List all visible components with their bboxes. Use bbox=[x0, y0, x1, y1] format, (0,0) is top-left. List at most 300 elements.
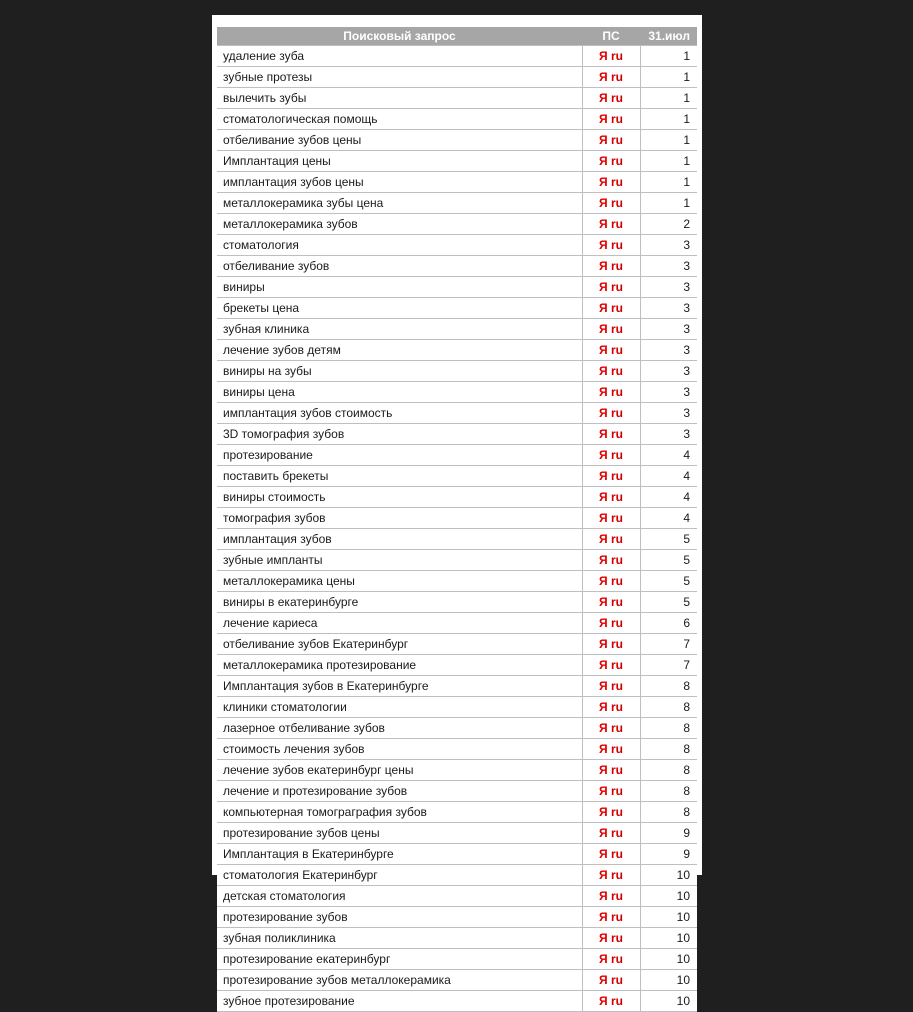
cell-rank-position: 1 bbox=[640, 109, 697, 130]
yandex-mark-icon: Я bbox=[599, 700, 608, 714]
cell-search-query[interactable]: томография зубов bbox=[217, 508, 582, 529]
cell-search-engine[interactable] bbox=[582, 445, 640, 466]
engine-tld-label: ru bbox=[610, 532, 623, 546]
cell-search-engine[interactable] bbox=[582, 802, 640, 823]
cell-rank-position: 1 bbox=[640, 67, 697, 88]
table-row[interactable] bbox=[217, 466, 697, 487]
cell-search-query[interactable]: лазерное отбеливание зубов bbox=[217, 718, 582, 739]
table-row[interactable] bbox=[217, 634, 697, 655]
table-header-row bbox=[217, 27, 697, 46]
cell-search-query[interactable]: зубное протезирование bbox=[217, 991, 582, 1012]
cell-search-query[interactable]: компьютерная томограграфия зубов bbox=[217, 802, 582, 823]
cell-search-engine[interactable] bbox=[582, 865, 640, 886]
engine-tld-label: ru bbox=[610, 280, 623, 294]
engine-tld-label: ru bbox=[610, 595, 623, 609]
cell-rank-position: 10 bbox=[640, 970, 697, 991]
cell-search-engine[interactable] bbox=[582, 760, 640, 781]
cell-rank-position: 7 bbox=[640, 634, 697, 655]
engine-tld-label: ru bbox=[610, 721, 623, 735]
cell-search-engine[interactable] bbox=[582, 172, 640, 193]
yandex-engine-icon bbox=[599, 637, 623, 651]
cell-search-engine[interactable] bbox=[582, 67, 640, 88]
table-row[interactable] bbox=[217, 214, 697, 235]
cell-search-engine[interactable] bbox=[582, 508, 640, 529]
table-row[interactable] bbox=[217, 928, 697, 949]
cell-rank-position: 1 bbox=[640, 88, 697, 109]
yandex-engine-icon bbox=[599, 784, 623, 798]
cell-search-query[interactable]: протезирование зубов bbox=[217, 907, 582, 928]
cell-search-engine[interactable] bbox=[582, 529, 640, 550]
cell-search-engine[interactable] bbox=[582, 151, 640, 172]
yandex-mark-icon: Я bbox=[599, 574, 608, 588]
yandex-engine-icon bbox=[599, 91, 623, 105]
yandex-mark-icon: Я bbox=[599, 511, 608, 525]
cell-rank-position: 8 bbox=[640, 739, 697, 760]
cell-search-query[interactable]: стоимость лечения зубов bbox=[217, 739, 582, 760]
yandex-engine-icon bbox=[599, 511, 623, 525]
engine-tld-label: ru bbox=[610, 973, 623, 987]
table-row[interactable] bbox=[217, 949, 697, 970]
yandex-engine-icon bbox=[599, 238, 623, 252]
cell-search-query[interactable]: поставить брекеты bbox=[217, 466, 582, 487]
cell-search-query[interactable]: лечение и протезирование зубов bbox=[217, 781, 582, 802]
table-row[interactable] bbox=[217, 151, 697, 172]
cell-search-engine[interactable] bbox=[582, 844, 640, 865]
table-row[interactable] bbox=[217, 802, 697, 823]
table-row[interactable] bbox=[217, 676, 697, 697]
yandex-engine-icon bbox=[599, 973, 623, 987]
engine-tld-label: ru bbox=[610, 826, 623, 840]
table-row[interactable] bbox=[217, 655, 697, 676]
column-header-query[interactable]: Поисковый запрос bbox=[217, 27, 582, 46]
cell-search-query[interactable]: зубные импланты bbox=[217, 550, 582, 571]
table-row[interactable] bbox=[217, 340, 697, 361]
yandex-mark-icon: Я bbox=[599, 826, 608, 840]
cell-search-query[interactable]: зубные протезы bbox=[217, 67, 582, 88]
engine-tld-label: ru bbox=[610, 847, 623, 861]
yandex-mark-icon: Я bbox=[599, 49, 608, 63]
cell-search-engine[interactable] bbox=[582, 823, 640, 844]
cell-search-query[interactable]: вылечить зубы bbox=[217, 88, 582, 109]
cell-rank-position: 3 bbox=[640, 424, 697, 445]
engine-tld-label: ru bbox=[610, 679, 623, 693]
yandex-engine-icon bbox=[599, 406, 623, 420]
yandex-engine-icon bbox=[599, 490, 623, 504]
cell-search-query[interactable]: металлокерамика протезирование bbox=[217, 655, 582, 676]
yandex-mark-icon: Я bbox=[599, 364, 608, 378]
yandex-mark-icon: Я bbox=[599, 910, 608, 924]
yandex-mark-icon: Я bbox=[599, 448, 608, 462]
yandex-engine-icon bbox=[599, 301, 623, 315]
yandex-mark-icon: Я bbox=[599, 490, 608, 504]
cell-rank-position: 3 bbox=[640, 340, 697, 361]
cell-rank-position: 1 bbox=[640, 46, 697, 67]
yandex-mark-icon: Я bbox=[599, 637, 608, 651]
yandex-engine-icon bbox=[599, 553, 623, 567]
yandex-engine-icon bbox=[599, 658, 623, 672]
cell-rank-position: 8 bbox=[640, 676, 697, 697]
engine-tld-label: ru bbox=[610, 658, 623, 672]
cell-search-engine[interactable] bbox=[582, 466, 640, 487]
column-header-date[interactable]: 31.июл bbox=[640, 27, 697, 46]
engine-tld-label: ru bbox=[610, 700, 623, 714]
yandex-engine-icon bbox=[599, 49, 623, 63]
engine-tld-label: ru bbox=[610, 763, 623, 777]
cell-rank-position: 1 bbox=[640, 193, 697, 214]
cell-search-query[interactable]: удаление зуба bbox=[217, 46, 582, 67]
engine-tld-label: ru bbox=[610, 133, 623, 147]
yandex-engine-icon bbox=[599, 112, 623, 126]
engine-tld-label: ru bbox=[610, 784, 623, 798]
cell-search-query[interactable]: клиники стоматологии bbox=[217, 697, 582, 718]
yandex-engine-icon bbox=[599, 721, 623, 735]
yandex-mark-icon: Я bbox=[599, 868, 608, 882]
table-row[interactable] bbox=[217, 592, 697, 613]
cell-search-query[interactable]: зубная поликлиника bbox=[217, 928, 582, 949]
engine-tld-label: ru bbox=[610, 196, 623, 210]
cell-search-engine[interactable] bbox=[582, 109, 640, 130]
engine-tld-label: ru bbox=[610, 385, 623, 399]
yandex-mark-icon: Я bbox=[599, 427, 608, 441]
table-row[interactable] bbox=[217, 970, 697, 991]
cell-rank-position: 8 bbox=[640, 697, 697, 718]
cell-search-query[interactable]: виниры цена bbox=[217, 382, 582, 403]
engine-tld-label: ru bbox=[610, 448, 623, 462]
yandex-mark-icon: Я bbox=[599, 763, 608, 777]
cell-search-query[interactable]: виниры на зубы bbox=[217, 361, 582, 382]
yandex-engine-icon bbox=[599, 931, 623, 945]
yandex-engine-icon bbox=[599, 322, 623, 336]
yandex-engine-icon bbox=[599, 616, 623, 630]
yandex-engine-icon bbox=[599, 343, 623, 357]
table-row[interactable] bbox=[217, 613, 697, 634]
yandex-engine-icon bbox=[599, 469, 623, 483]
cell-search-engine[interactable] bbox=[582, 655, 640, 676]
yandex-mark-icon: Я bbox=[599, 616, 608, 630]
engine-tld-label: ru bbox=[610, 406, 623, 420]
cell-search-engine[interactable] bbox=[582, 487, 640, 508]
cell-search-query[interactable]: стоматология bbox=[217, 235, 582, 256]
cell-search-engine[interactable] bbox=[582, 550, 640, 571]
yandex-engine-icon bbox=[599, 868, 623, 882]
cell-search-engine[interactable] bbox=[582, 193, 640, 214]
cell-rank-position: 8 bbox=[640, 781, 697, 802]
cell-rank-position: 4 bbox=[640, 445, 697, 466]
engine-tld-label: ru bbox=[610, 469, 623, 483]
cell-search-engine[interactable] bbox=[582, 928, 640, 949]
yandex-mark-icon: Я bbox=[599, 91, 608, 105]
yandex-mark-icon: Я bbox=[599, 469, 608, 483]
yandex-engine-icon bbox=[599, 763, 623, 777]
table-row[interactable] bbox=[217, 445, 697, 466]
cell-search-query[interactable]: имплантация зубов bbox=[217, 529, 582, 550]
cell-rank-position: 3 bbox=[640, 319, 697, 340]
cell-rank-position: 10 bbox=[640, 865, 697, 886]
table-row[interactable] bbox=[217, 991, 697, 1012]
engine-tld-label: ru bbox=[610, 574, 623, 588]
cell-search-query[interactable]: имплантация зубов стоимость bbox=[217, 403, 582, 424]
engine-tld-label: ru bbox=[610, 154, 623, 168]
cell-rank-position: 10 bbox=[640, 886, 697, 907]
cell-rank-position: 8 bbox=[640, 760, 697, 781]
yandex-mark-icon: Я bbox=[599, 742, 608, 756]
cell-search-engine[interactable] bbox=[582, 634, 640, 655]
cell-rank-position: 3 bbox=[640, 277, 697, 298]
cell-search-query[interactable]: 3D томография зубов bbox=[217, 424, 582, 445]
engine-tld-label: ru bbox=[610, 952, 623, 966]
column-header-engine[interactable]: ПС bbox=[582, 27, 640, 46]
table-row[interactable] bbox=[217, 382, 697, 403]
cell-rank-position: 10 bbox=[640, 928, 697, 949]
engine-tld-label: ru bbox=[610, 49, 623, 63]
table-row[interactable] bbox=[217, 571, 697, 592]
table-row[interactable] bbox=[217, 67, 697, 88]
engine-tld-label: ru bbox=[610, 217, 623, 231]
yandex-mark-icon: Я bbox=[599, 553, 608, 567]
yandex-mark-icon: Я bbox=[599, 385, 608, 399]
cell-rank-position: 6 bbox=[640, 613, 697, 634]
yandex-mark-icon: Я bbox=[599, 133, 608, 147]
engine-tld-label: ru bbox=[610, 994, 623, 1008]
cell-search-engine[interactable] bbox=[582, 718, 640, 739]
yandex-mark-icon: Я bbox=[599, 805, 608, 819]
cell-search-query[interactable]: отбеливание зубов Екатеринбург bbox=[217, 634, 582, 655]
cell-search-engine[interactable] bbox=[582, 403, 640, 424]
cell-search-query[interactable]: лечение зубов екатеринбург цены bbox=[217, 760, 582, 781]
yandex-engine-icon bbox=[599, 532, 623, 546]
yandex-engine-icon bbox=[599, 805, 623, 819]
engine-tld-label: ru bbox=[610, 637, 623, 651]
yandex-mark-icon: Я bbox=[599, 658, 608, 672]
table-row[interactable] bbox=[217, 298, 697, 319]
yandex-engine-icon bbox=[599, 994, 623, 1008]
cell-rank-position: 3 bbox=[640, 298, 697, 319]
engine-tld-label: ru bbox=[610, 616, 623, 630]
engine-tld-label: ru bbox=[610, 889, 623, 903]
yandex-mark-icon: Я bbox=[599, 196, 608, 210]
table-row[interactable] bbox=[217, 256, 697, 277]
cell-search-query[interactable]: отбеливание зубов цены bbox=[217, 130, 582, 151]
cell-search-engine[interactable] bbox=[582, 970, 640, 991]
cell-search-query[interactable]: зубная клиника bbox=[217, 319, 582, 340]
cell-rank-position: 10 bbox=[640, 907, 697, 928]
yandex-mark-icon: Я bbox=[599, 70, 608, 84]
cell-search-query[interactable]: брекеты цена bbox=[217, 298, 582, 319]
table-row[interactable] bbox=[217, 886, 697, 907]
cell-rank-position: 3 bbox=[640, 382, 697, 403]
yandex-mark-icon: Я bbox=[599, 217, 608, 231]
table-row[interactable] bbox=[217, 739, 697, 760]
cell-search-query[interactable]: виниры bbox=[217, 277, 582, 298]
cell-rank-position: 7 bbox=[640, 655, 697, 676]
cell-rank-position: 10 bbox=[640, 991, 697, 1012]
table-row[interactable] bbox=[217, 697, 697, 718]
table-row[interactable] bbox=[217, 865, 697, 886]
table-row[interactable] bbox=[217, 88, 697, 109]
cell-search-query[interactable]: металлокерамика зубы цена bbox=[217, 193, 582, 214]
cell-search-engine[interactable] bbox=[582, 571, 640, 592]
cell-rank-position: 3 bbox=[640, 403, 697, 424]
yandex-mark-icon: Я bbox=[599, 532, 608, 546]
yandex-mark-icon: Я bbox=[599, 175, 608, 189]
table-row[interactable] bbox=[217, 424, 697, 445]
cell-search-engine[interactable] bbox=[582, 214, 640, 235]
cell-search-engine[interactable] bbox=[582, 382, 640, 403]
table-row[interactable] bbox=[217, 277, 697, 298]
cell-rank-position: 5 bbox=[640, 550, 697, 571]
cell-search-query[interactable]: протезирование зубов металлокерамика bbox=[217, 970, 582, 991]
yandex-engine-icon bbox=[599, 700, 623, 714]
cell-search-engine[interactable] bbox=[582, 424, 640, 445]
cell-search-query[interactable]: протезирование зубов цены bbox=[217, 823, 582, 844]
cell-search-engine[interactable] bbox=[582, 739, 640, 760]
table-row[interactable] bbox=[217, 487, 697, 508]
table-row[interactable] bbox=[217, 319, 697, 340]
table-row[interactable] bbox=[217, 907, 697, 928]
cell-search-query[interactable]: металлокерамика зубов bbox=[217, 214, 582, 235]
table-row[interactable] bbox=[217, 529, 697, 550]
table-row[interactable] bbox=[217, 823, 697, 844]
report-panel bbox=[212, 15, 702, 1008]
yandex-engine-icon bbox=[599, 679, 623, 693]
cell-search-engine[interactable] bbox=[582, 256, 640, 277]
cell-search-engine[interactable] bbox=[582, 298, 640, 319]
yandex-mark-icon: Я bbox=[599, 784, 608, 798]
cell-search-engine[interactable] bbox=[582, 907, 640, 928]
yandex-mark-icon: Я bbox=[599, 931, 608, 945]
cell-search-engine[interactable] bbox=[582, 991, 640, 1012]
yandex-mark-icon: Я bbox=[599, 889, 608, 903]
cell-search-query[interactable]: виниры в екатеринбурге bbox=[217, 592, 582, 613]
engine-tld-label: ru bbox=[610, 70, 623, 84]
cell-rank-position: 3 bbox=[640, 256, 697, 277]
yandex-engine-icon bbox=[599, 217, 623, 231]
yandex-mark-icon: Я bbox=[599, 721, 608, 735]
yandex-mark-icon: Я bbox=[599, 301, 608, 315]
yandex-engine-icon bbox=[599, 448, 623, 462]
cell-search-query[interactable]: стоматология Екатеринбург bbox=[217, 865, 582, 886]
cell-search-query[interactable]: стоматологическая помощь bbox=[217, 109, 582, 130]
engine-tld-label: ru bbox=[610, 742, 623, 756]
cell-search-engine[interactable] bbox=[582, 235, 640, 256]
table-row[interactable] bbox=[217, 130, 697, 151]
table-row[interactable] bbox=[217, 109, 697, 130]
table-row[interactable] bbox=[217, 193, 697, 214]
table-row[interactable] bbox=[217, 760, 697, 781]
engine-tld-label: ru bbox=[610, 364, 623, 378]
cell-rank-position: 1 bbox=[640, 172, 697, 193]
cell-rank-position: 4 bbox=[640, 487, 697, 508]
table-row[interactable] bbox=[217, 172, 697, 193]
table-row[interactable] bbox=[217, 718, 697, 739]
cell-search-engine[interactable] bbox=[582, 88, 640, 109]
cell-search-engine[interactable] bbox=[582, 130, 640, 151]
yandex-engine-icon bbox=[599, 427, 623, 441]
yandex-mark-icon: Я bbox=[599, 994, 608, 1008]
engine-tld-label: ru bbox=[610, 259, 623, 273]
table-row[interactable] bbox=[217, 550, 697, 571]
yandex-engine-icon bbox=[599, 364, 623, 378]
table-row[interactable] bbox=[217, 781, 697, 802]
cell-search-query[interactable]: виниры стоимость bbox=[217, 487, 582, 508]
cell-search-engine[interactable] bbox=[582, 592, 640, 613]
yandex-mark-icon: Я bbox=[599, 322, 608, 336]
cell-search-engine[interactable] bbox=[582, 676, 640, 697]
cell-rank-position: 8 bbox=[640, 802, 697, 823]
cell-search-query[interactable]: Имплантация в Екатеринбурге bbox=[217, 844, 582, 865]
yandex-engine-icon bbox=[599, 133, 623, 147]
engine-tld-label: ru bbox=[610, 553, 623, 567]
yandex-engine-icon bbox=[599, 259, 623, 273]
cell-rank-position: 10 bbox=[640, 949, 697, 970]
yandex-mark-icon: Я bbox=[599, 112, 608, 126]
cell-search-query[interactable]: Имплантация цены bbox=[217, 151, 582, 172]
engine-tld-label: ru bbox=[610, 322, 623, 336]
yandex-engine-icon bbox=[599, 385, 623, 399]
table-row[interactable] bbox=[217, 403, 697, 424]
engine-tld-label: ru bbox=[610, 511, 623, 525]
yandex-engine-icon bbox=[599, 595, 623, 609]
cell-search-query[interactable]: имплантация зубов цены bbox=[217, 172, 582, 193]
cell-rank-position: 4 bbox=[640, 508, 697, 529]
table-body bbox=[217, 46, 697, 1012]
yandex-mark-icon: Я bbox=[599, 973, 608, 987]
cell-search-engine[interactable] bbox=[582, 361, 640, 382]
cell-search-engine[interactable] bbox=[582, 340, 640, 361]
yandex-engine-icon bbox=[599, 154, 623, 168]
yandex-engine-icon bbox=[599, 574, 623, 588]
cell-search-engine[interactable] bbox=[582, 697, 640, 718]
cell-search-engine[interactable] bbox=[582, 319, 640, 340]
cell-search-engine[interactable] bbox=[582, 949, 640, 970]
yandex-mark-icon: Я bbox=[599, 679, 608, 693]
table-row[interactable] bbox=[217, 235, 697, 256]
cell-search-query[interactable]: металлокерамика цены bbox=[217, 571, 582, 592]
engine-tld-label: ru bbox=[610, 238, 623, 252]
keyword-ranking-table bbox=[217, 27, 697, 1012]
cell-search-engine[interactable] bbox=[582, 886, 640, 907]
yandex-mark-icon: Я bbox=[599, 154, 608, 168]
engine-tld-label: ru bbox=[610, 175, 623, 189]
cell-search-query[interactable]: лечение кариеса bbox=[217, 613, 582, 634]
cell-search-engine[interactable] bbox=[582, 781, 640, 802]
yandex-mark-icon: Я bbox=[599, 343, 608, 357]
cell-rank-position: 5 bbox=[640, 571, 697, 592]
cell-search-query[interactable]: протезирование bbox=[217, 445, 582, 466]
engine-tld-label: ru bbox=[610, 343, 623, 357]
engine-tld-label: ru bbox=[610, 301, 623, 315]
table-row[interactable] bbox=[217, 46, 697, 67]
yandex-mark-icon: Я bbox=[599, 238, 608, 252]
cell-rank-position: 2 bbox=[640, 214, 697, 235]
cell-rank-position: 4 bbox=[640, 466, 697, 487]
engine-tld-label: ru bbox=[610, 427, 623, 441]
cell-rank-position: 9 bbox=[640, 844, 697, 865]
table-row[interactable] bbox=[217, 361, 697, 382]
cell-search-query[interactable]: детская стоматология bbox=[217, 886, 582, 907]
cell-search-engine[interactable] bbox=[582, 46, 640, 67]
yandex-engine-icon bbox=[599, 952, 623, 966]
table-row[interactable] bbox=[217, 844, 697, 865]
cell-search-query[interactable]: отбеливание зубов bbox=[217, 256, 582, 277]
cell-search-query[interactable]: лечение зубов детям bbox=[217, 340, 582, 361]
cell-search-engine[interactable] bbox=[582, 277, 640, 298]
cell-search-engine[interactable] bbox=[582, 613, 640, 634]
cell-search-query[interactable]: Имплантация зубов в Екатеринбурге bbox=[217, 676, 582, 697]
yandex-mark-icon: Я bbox=[599, 952, 608, 966]
cell-search-query[interactable]: протезирование екатеринбург bbox=[217, 949, 582, 970]
table-row[interactable] bbox=[217, 508, 697, 529]
